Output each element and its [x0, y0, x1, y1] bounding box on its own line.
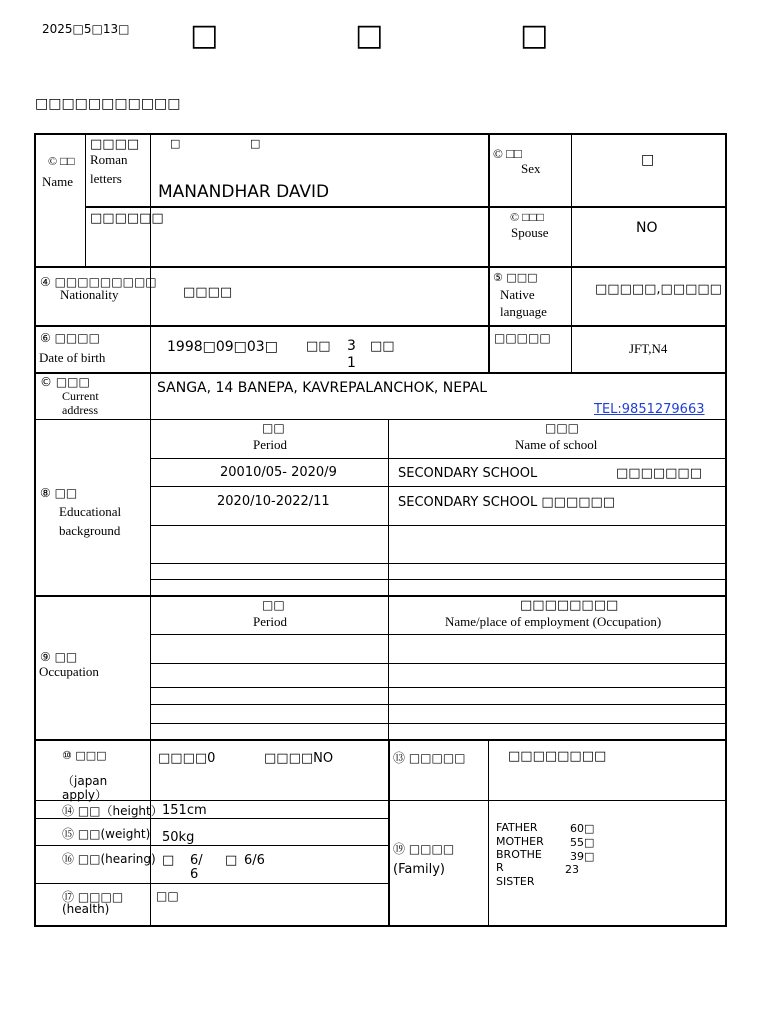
- item13-value: □□□□□□□□: [508, 749, 607, 764]
- education-label-en-1: Educational: [59, 504, 122, 519]
- education-school-header-jp: □□□: [545, 421, 580, 435]
- family-member-name: SISTER: [496, 875, 535, 888]
- row-divider: [150, 579, 727, 580]
- title-char-1: □: [190, 18, 219, 53]
- roman-label-jp: □□□□: [90, 137, 140, 152]
- row-divider: [34, 419, 727, 420]
- row-divider: [150, 458, 727, 459]
- family-member-name: R: [496, 861, 504, 874]
- title-char-3: □: [520, 18, 549, 53]
- row-divider: [85, 206, 727, 208]
- col-divider: [571, 133, 572, 372]
- native-language-label-en-2: language: [500, 304, 547, 319]
- age-label-1: □□: [306, 339, 331, 354]
- hearing-right-mark: □: [225, 853, 238, 868]
- row-divider: [34, 595, 727, 597]
- sex-value: □: [641, 152, 655, 168]
- col-divider: [150, 372, 151, 739]
- family-label-jp: ⑲ □□□□: [393, 842, 455, 856]
- native-language-value: □□□□□,□□□□□: [595, 282, 722, 297]
- education-school-header-en: Name of school: [515, 437, 598, 452]
- col-divider: [85, 133, 86, 266]
- item13-label: ⑬ □□□□□: [393, 751, 466, 765]
- height-value: 151cm: [162, 803, 207, 818]
- japan-apply-label-en-2: apply）: [62, 788, 108, 802]
- education-period-header-jp: □□: [262, 421, 285, 435]
- col-divider: [388, 739, 390, 927]
- spouse-value: NO: [636, 220, 658, 236]
- row-divider: [150, 634, 727, 635]
- address-label-en-2: address: [62, 403, 98, 417]
- age-label-2: □□: [370, 339, 395, 354]
- native-language-label-en-1: Native: [500, 287, 535, 302]
- family-member-name: FATHER: [496, 821, 538, 834]
- row-divider: [34, 266, 727, 268]
- occupation-employment-header-jp: □□□□□□□□: [520, 598, 619, 613]
- sex-label-en: Sex: [521, 161, 541, 176]
- occupation-label-en: Occupation: [39, 664, 99, 679]
- education-school: SECONDARY SCHOOL □□□□□□: [398, 495, 616, 510]
- roman-label-en-2: letters: [90, 171, 122, 186]
- education-period-header-en: Period: [253, 437, 287, 452]
- col-divider: [488, 133, 490, 325]
- hearing-left-mark: □: [162, 853, 175, 868]
- occupation-period-header-jp: □□: [262, 598, 285, 612]
- age-number-1: 3: [347, 338, 356, 354]
- nationality-value: □□□□: [183, 285, 233, 300]
- telephone-link[interactable]: TEL:9851279663: [594, 402, 705, 417]
- family-member-age: 23: [565, 863, 579, 876]
- name-mark-2: □: [250, 137, 261, 150]
- japanese-level-value: JFT,N4: [629, 341, 668, 356]
- family-member-name: BROTHE: [496, 848, 542, 861]
- health-label-jp: ⑰ □□□□: [62, 890, 124, 904]
- family-member-age: 60□: [570, 822, 595, 835]
- education-label-en-2: background: [59, 523, 121, 538]
- name-label-jp: © □□: [48, 154, 75, 168]
- row-divider: [150, 687, 727, 688]
- row-divider: [34, 325, 727, 327]
- health-value: □□: [156, 889, 179, 903]
- row-divider: [150, 525, 727, 526]
- name-label-en: Name: [42, 174, 74, 189]
- col-divider: [150, 133, 151, 266]
- occupation-period-header-en: Period: [253, 614, 287, 629]
- native-language-label-jp: ⑤ □□□: [493, 271, 538, 284]
- spouse-label-en: Spouse: [511, 225, 549, 240]
- hearing-left-value-1: 6/: [190, 853, 203, 868]
- name-mark-1: □: [170, 137, 181, 150]
- spouse-label-jp: © □□□: [510, 210, 544, 224]
- family-member-name: MOTHER: [496, 835, 544, 848]
- row-divider: [34, 845, 388, 846]
- row-divider: [34, 883, 388, 884]
- kanji-name-label: □□□□□□: [90, 211, 164, 226]
- weight-value: 50kg: [162, 830, 195, 845]
- row-divider: [34, 739, 727, 741]
- row-divider: [34, 800, 727, 801]
- sex-label-jp: © □□: [493, 146, 522, 161]
- family-member-age: 39□: [570, 850, 595, 863]
- occupation-employment-header-en: Name/place of employment (Occupation): [445, 614, 662, 629]
- japan-apply-label-jp: ⑩ □□□: [62, 749, 107, 762]
- family-label-en: (Family): [393, 862, 445, 877]
- dob-value: 1998□09□03□: [167, 339, 278, 355]
- occupation-label-jp: ⑨ □□: [40, 650, 78, 664]
- row-divider: [150, 663, 727, 664]
- education-label-jp: ⑧ □□: [40, 486, 78, 500]
- row-divider: [150, 563, 727, 564]
- nationality-label-jp: ④ □□□□□□□□□: [40, 275, 157, 289]
- nationality-label-en: Nationality: [60, 287, 119, 302]
- row-divider: [150, 486, 727, 487]
- col-divider: [488, 325, 490, 372]
- japanese-level-label: □□□□□: [494, 331, 551, 345]
- address-label-jp: © □□□: [40, 375, 90, 389]
- roman-label-en-1: Roman: [90, 152, 128, 167]
- weight-label: ⑮ □□(weight): [62, 827, 151, 841]
- dob-label-en: Date of birth: [39, 350, 106, 365]
- row-divider: [150, 704, 727, 705]
- address-value: SANGA, 14 BANEPA, KAVREPALANCHOK, NEPAL: [157, 380, 488, 396]
- name-roman-value: MANANDHAR DAVID: [158, 182, 330, 202]
- age-number-2: 1: [347, 355, 356, 371]
- education-school-note: □□□□□□□: [616, 466, 702, 481]
- japan-apply-value-2: □□□□NO: [264, 751, 334, 766]
- form-subtitle: □□□□□□□□□□□: [35, 96, 181, 112]
- hearing-left-value-2: 6: [190, 867, 199, 882]
- japan-apply-value-1: □□□□0: [158, 751, 216, 766]
- title-char-2: □: [355, 18, 384, 53]
- dob-label-jp: ⑥ □□□□: [40, 331, 100, 345]
- address-label-en-1: Current: [62, 389, 99, 403]
- health-label-en: (health): [62, 902, 110, 916]
- japan-apply-label-en-1: （japan: [62, 774, 108, 788]
- document-date: 2025□5□13□: [42, 22, 130, 36]
- education-school: SECONDARY SCHOOL: [398, 466, 538, 481]
- col-divider: [488, 739, 489, 927]
- row-divider: [34, 372, 727, 374]
- education-period: 2020/10-2022/11: [217, 494, 330, 509]
- row-divider: [150, 723, 727, 724]
- family-member-age: 55□: [570, 836, 595, 849]
- hearing-right-value: 6/6: [244, 853, 265, 868]
- height-label: ⑭ □□（height）: [62, 804, 163, 818]
- hearing-label: ⑯ □□(hearing): [62, 852, 156, 866]
- education-period: 20010/05- 2020/9: [220, 465, 337, 480]
